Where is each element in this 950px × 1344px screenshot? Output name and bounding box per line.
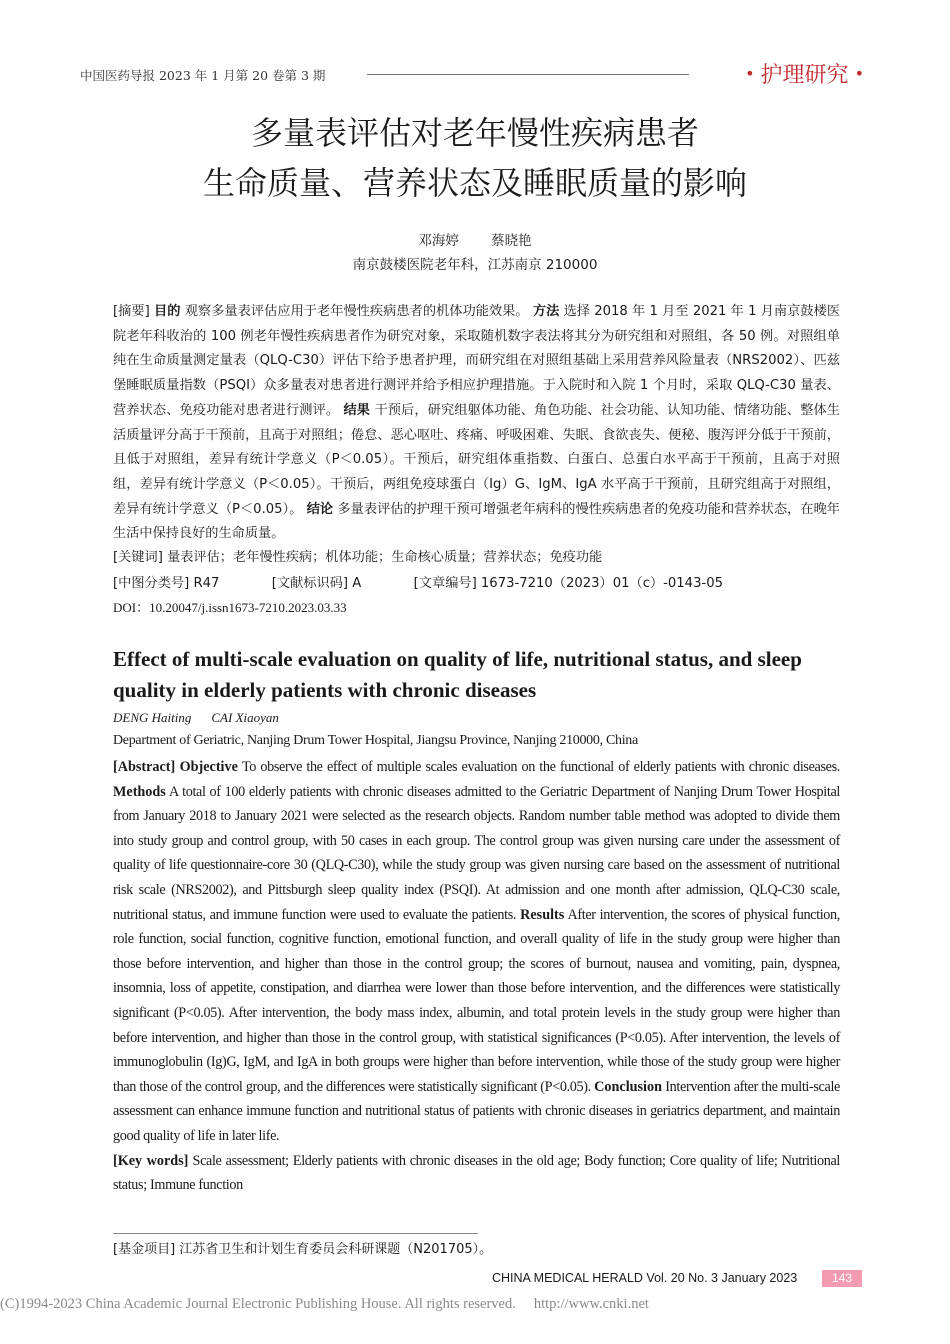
affiliation-cn: 南京鼓楼医院老年科，江苏南京 210000 xyxy=(352,257,598,273)
classification-line xyxy=(113,572,723,591)
article-no-label: [文章编号] xyxy=(413,576,477,591)
authors-cn xyxy=(0,229,950,249)
running-head xyxy=(80,64,870,86)
results-text: 干预后，研究组躯体功能、角色功能、社会功能、认知功能、情绪功能、整体生活质量评分高于干预前，且高于对照组；倦怠、恶心呕吐、疼痛、呼吸困难、失眠、食欲丧失、便秘、腹泻评分低于干预前，且低于对照组，差异有统计学意义（P＜0.05）。干预后，研究组体重指数、白蛋白、总蛋白水平高于干预前，且高于对照组，差异有统计学意义（P＜0.05）。干预后，两组免疫球蛋白（Ig）G、IgM、IgA 水平高于干预前，且研究组高于对照组，差异有统计学意义（P＜0.05）。 xyxy=(113,402,840,517)
abstract-label: [摘要] xyxy=(113,304,150,319)
methods-text: A total of 100 elderly patients with chronic diseases admitted to the Geriatric Department of Nanjing Drum Tower Hospital from January 2018 to January 2021 were selected as the research objects. Random number table method was adopted to divide them into study group and control group, with 50 cases in each group. The control group was given nursing care under the assessment of quality of life questionnaire-core 30 (QLQ-C30), while the study group was given nursing care based on the assessment of nutritional risk scale (NRS2002), and Pittsburgh sleep quality index (PSQI). At admission and one month after admission, QLQ-C30 scale, nutritional status, and immune function were used to evaluate the patients. xyxy=(113,783,840,923)
clc-label: [中图分类号] xyxy=(113,576,190,591)
section-label: 护理研究 xyxy=(760,63,849,88)
objective-label: 目的 xyxy=(154,304,181,319)
footnote-rule xyxy=(113,1233,478,1234)
footer-journal: CHINA MEDICAL HERALD Vol. 20 No. 3 January 2023 xyxy=(492,1271,798,1285)
results-label: Results xyxy=(520,906,565,923)
abstract-en xyxy=(113,755,840,1198)
author-name: 蔡晓艳 xyxy=(491,233,532,249)
title-line-1: 多量表评估对老年慢性疾病患者 xyxy=(250,114,699,152)
keywords-label: [Key words] xyxy=(113,1152,189,1169)
clc-value: R47 xyxy=(193,576,220,591)
abstract-cn xyxy=(113,300,840,547)
funding-note: [基金项目] 江苏省卫生和计划生育委员会科研课题（N201705）。 xyxy=(113,1242,493,1257)
keywords-text: 量表评估；老年慢性疾病；机体功能；生命核心质量；营养状态；免疫功能 xyxy=(167,550,603,565)
author-name: DENG Haiting xyxy=(113,710,192,725)
copyright-notice xyxy=(0,1296,649,1313)
article-no-value: 1673-7210（2023）01（c）-0143-05 xyxy=(480,576,724,591)
author-name: 邓海婷 xyxy=(418,233,459,249)
results-label: 结果 xyxy=(343,402,371,418)
bullet-icon: • xyxy=(745,64,755,83)
authors-en xyxy=(113,710,279,726)
objective-text: To observe the effect of multiple scales evaluation on the functional of elderly patients with chronic diseases. xyxy=(241,759,840,775)
journal-reference: 中国医药导报 2023 年 1 月第 20 卷第 3 期 xyxy=(80,68,326,83)
copyright-text: (C)1994-2023 China Academic Journal Electronic Publishing House. All rights reserved. xyxy=(0,1296,516,1312)
section-tag xyxy=(739,58,870,89)
keywords-label: [关键词] xyxy=(113,550,163,565)
results-text: After intervention, the scores of physical function, role function, social function, cognitive function, emotional function, and overall quality of life in the study group were higher than those before intervention, and higher than those in the control group; the scores of burnout, nausea and vomiting, pain, dyspnea, insomnia, loss of appetite, constipation, and diarrhea were lower than those before intervention, and the differences were statistically significant (P<0.05). After intervention, the body mass index, albumin, and total protein levels in the study group were higher than before intervention, and higher than those in the control group, with statistical significances (P<0.05). After intervention, the levels of immunoglobulin (Ig)G, IgM, and IgA in both groups were higher than before intervention, while those of the study group were higher than those of the control group, and the differences were statistically significant (P<0.05). xyxy=(113,906,840,1095)
header-rule xyxy=(367,74,689,75)
conclusion-text: 多量表评估的护理干预可增强老年病科的慢性疾病患者的免疫功能和营养状态，在晚年生活中保持良好的生命质量。 xyxy=(113,501,840,542)
conclusion-label: Conclusion xyxy=(594,1078,662,1095)
copyright-url: http://www.cnki.net xyxy=(533,1296,649,1312)
article-title-en: Effect of multi-scale evaluation on quality of life, nutritional status, and sleep quality in elderly patients with chronic diseases xyxy=(113,647,802,702)
conclusion-text: Intervention after the multi-scale assessment can enhance immune function and nutritional status of patients with chronic diseases in geriatrics department, and maintain good quality of life in later life. xyxy=(113,1078,840,1144)
doc-code-value: A xyxy=(352,576,362,591)
page-number: 143 xyxy=(822,1270,862,1287)
methods-label: 方法 xyxy=(532,304,560,319)
doc-code-label: [文献标识码] xyxy=(271,576,349,591)
objective-label: Objective xyxy=(179,759,238,775)
objective-text: 观察多量表评估应用于老年慢性疾病患者的机体功能效果。 xyxy=(184,304,529,319)
author-name: CAI Xiaoyan xyxy=(211,710,279,725)
title-line-2: 生命质量、营养状态及睡眠质量的影响 xyxy=(202,164,747,202)
keywords-text: Scale assessment; Elderly patients with chronic diseases in the old age; Body function; Core quality of life; Nutritional status; Immune function xyxy=(113,1152,840,1194)
affiliation-en: Department of Geriatric, Nanjing Drum Tower Hospital, Jiangsu Province, Nanjing 210000, China xyxy=(113,733,638,748)
methods-label: Methods xyxy=(113,783,166,800)
doi: DOI：10.20047/j.issn1673-7210.2023.03.33 xyxy=(113,600,347,615)
article-title-cn xyxy=(0,108,950,208)
bullet-icon: • xyxy=(854,64,864,83)
conclusion-label: 结论 xyxy=(306,501,334,517)
methods-text: 选择 2018 年 1 月至 2021 年 1 月南京鼓楼医院老年科收治的 100 例老年慢性疾病患者作为研究对象，采取随机数字表法将其分为研究组和对照组，各 50 例。对照组单纯在生命质量测定量表（QLQ-C30）评估下给予患者护理，而研究组在对照组基础上采用营养风险量表（NRS2002）、匹兹堡睡眠质量指数（PSQI）众多量表对患者进行测评并给予相应护理措施。于入院时和入院 1 个月时，采取 QLQ-C30 量表、营养状态、免疫功能对患者进行测评。 xyxy=(113,304,841,418)
keywords-cn xyxy=(113,546,602,565)
abstract-label: [Abstract] xyxy=(113,759,176,775)
